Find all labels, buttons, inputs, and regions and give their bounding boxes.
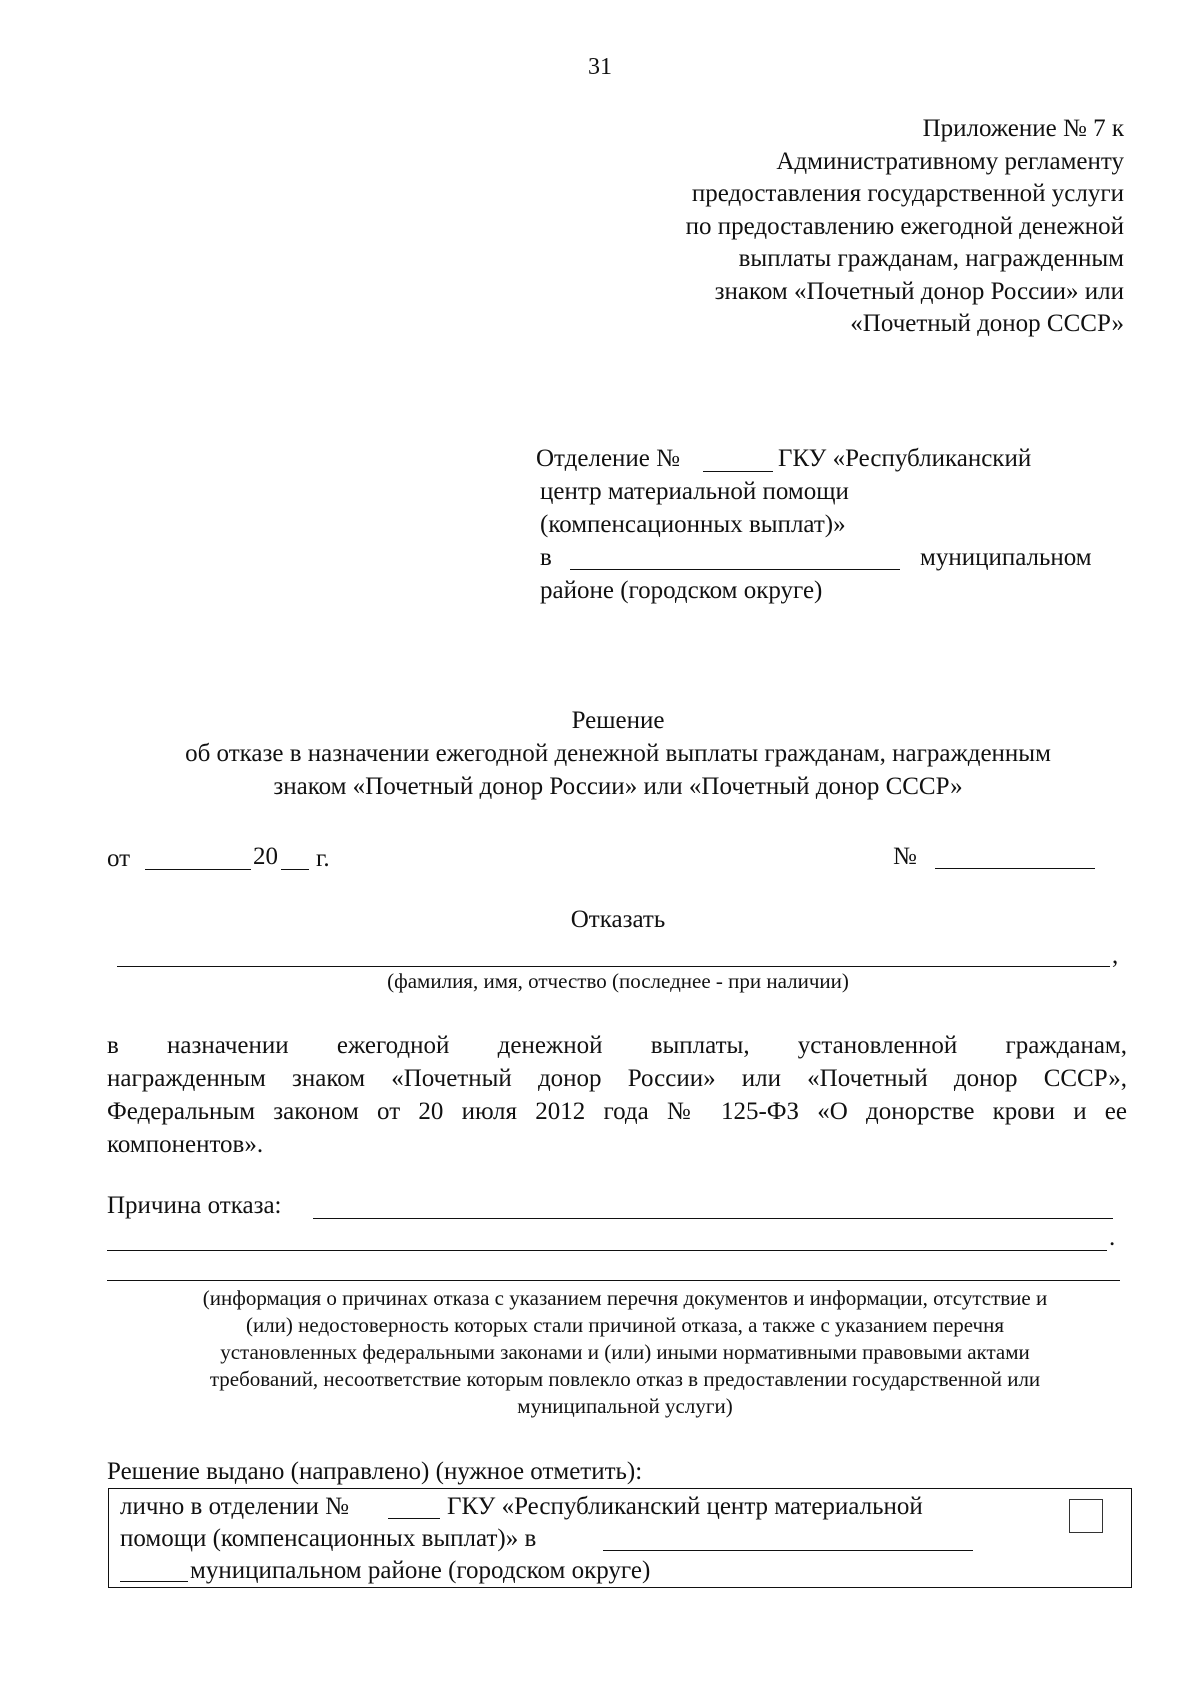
issued-line2-prefix: помощи (компенсационных выплат)» в [120,1525,537,1552]
dept-number-field[interactable] [703,471,773,472]
page-number: 31 [588,54,612,80]
appendix-line: предоставления государственной услуги [691,180,1124,207]
dept-prefix: Отделение № [536,445,680,472]
name-hint: (фамилия, имя, отчество (последнее - при наличии) [387,969,849,993]
appendix-line: знаком «Почетный донор России» или [714,277,1124,305]
name-comma: , [1112,942,1119,969]
appendix-line: Приложение № 7 к [922,115,1124,142]
issued-line3-suffix: муниципальном районе (городском округе) [190,1557,651,1584]
body-line3: Федеральным законом от 20 июля 2012 года № 125-ФЗ «О донорстве крови и ее [107,1098,1127,1125]
decision-subtitle-line1: об отказе в назначении ежегодной денежной выплаты гражданам, награжденным [185,740,1051,767]
reason-hint-line: требований, несоответствие которым повлекло отказ в предоставлении государственной или [209,1367,1041,1391]
date-year-prefix: 20 [253,843,278,870]
reason-hint [120,1285,1130,1420]
recipient-line4-suffix: муниципальном [920,544,1092,571]
dept-suffix: ГКУ «Республиканский [778,445,1032,472]
appendix-header [686,113,1124,341]
decision-subtitle-line2: знаком «Почетный донор России» или «Почетный донор СССР» [273,773,963,800]
appendix-line: Административному регламенту [776,147,1124,175]
appendix-line: «Почетный донор СССР» [850,310,1124,337]
date-day-month-field[interactable] [145,869,251,870]
issued-in-person-checkbox[interactable] [1069,1499,1103,1533]
issued-line1-suffix: ГКУ «Республиканский центр материальной [447,1493,923,1520]
reason-hint-line: муниципальной услуги) [517,1394,733,1418]
appendix-line: по предоставлению ежегодной денежной [685,212,1124,240]
date-prefix: от [107,845,131,872]
decision-number-field[interactable] [935,868,1095,869]
number-prefix: № [893,843,917,870]
recipient-line4-prefix: в [540,544,552,571]
reason-field-line1[interactable] [313,1218,1113,1219]
issued-line1-prefix: лично в отделении № [120,1493,350,1520]
district-field[interactable] [570,569,900,570]
date-suffix: г. [316,845,330,872]
issued-district-field[interactable] [603,1550,973,1551]
recipient-line3: (компенсационных выплат)» [540,511,846,538]
reason-period: . [1109,1224,1116,1251]
body-line2: награжденным знаком «Почетный донор России» или «Почетный донор СССР», [107,1065,1127,1092]
refuse-word: Отказать [570,906,666,933]
reason-hint-line: установленных федеральными законами и (или) иными нормативными правовыми актами [220,1340,1030,1364]
date-year-field[interactable] [281,869,309,870]
reason-hint-line: (информация о причинах отказа с указанием перечня документов и информации, отсутствие и [202,1286,1048,1310]
reason-field-line3[interactable] [107,1280,1120,1281]
reason-label: Причина отказа: [107,1192,282,1219]
issued-dept-number-field[interactable] [388,1518,440,1519]
body-line4: компонентов». [107,1131,264,1158]
reason-hint-line: (или) недостоверность которых стали причиной отказа, а также с указанием перечня [245,1313,1005,1337]
recipient-line2: центр материальной помощи [540,478,849,505]
issued-header: Решение выдано (направлено) (нужное отметить): [107,1458,643,1485]
issued-district-prefix-field[interactable] [120,1581,188,1582]
body-line1: в назначении ежегодной денежной выплаты, установленной гражданам, [107,1032,1127,1059]
applicant-name-field[interactable] [117,966,1110,967]
recipient-line5: районе (городском округе) [540,577,823,604]
appendix-line: выплаты гражданам, награжденным [738,245,1124,272]
decision-title: Решение [571,707,665,734]
reason-field-line2[interactable] [107,1250,1107,1251]
